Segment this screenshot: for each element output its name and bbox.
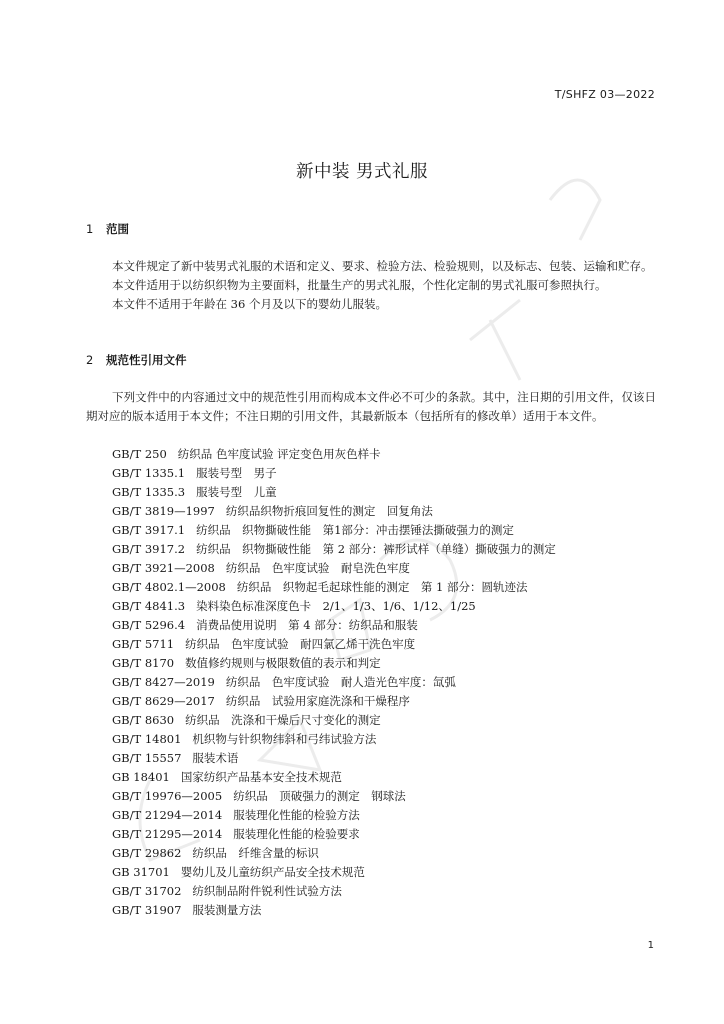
reference-title: 国家纺织产品基本安全技术规范 <box>180 770 342 784</box>
reference-code: GB/T 8629—2017 <box>112 694 215 708</box>
reference-title: 纺织品 洗涤和干燥后尺寸变化的测定 <box>185 713 381 727</box>
reference-code: GB/T 5711 <box>112 637 175 651</box>
reference-title: 服装术语 <box>192 751 239 765</box>
list-item <box>112 559 556 578</box>
reference-title: 纺织品 色牢度试验 耐四氯乙烯干洗色牢度 <box>185 637 416 651</box>
reference-title: 消费品使用说明 第 4 部分：纺织品和服装 <box>196 618 418 632</box>
reference-code: GB/T 19976—2005 <box>112 789 223 803</box>
scope-paragraph: 本文件不适用于年龄在 36 个月及以下的婴幼儿服装。 <box>112 297 387 311</box>
list-item <box>112 787 556 806</box>
document-code: T/SHFZ 03—2022 <box>554 88 655 101</box>
reference-code: GB/T 3917.1 <box>112 523 186 537</box>
list-item <box>112 768 556 787</box>
reference-title: 服装测量方法 <box>192 903 262 917</box>
reference-code: GB 31701 <box>112 865 170 879</box>
reference-code: GB 18401 <box>112 770 170 784</box>
reference-code: GB/T 14801 <box>112 732 182 746</box>
reference-code: GB/T 3819—1997 <box>112 504 215 518</box>
section-heading-text: 规范性引用文件 <box>106 353 187 367</box>
section-number: 1 <box>86 222 94 236</box>
reference-title: 纺织品 色牢度试验 耐皂洗色牢度 <box>225 561 410 575</box>
list-item <box>112 654 556 673</box>
list-item <box>112 806 556 825</box>
reference-code: GB/T 21294—2014 <box>112 808 223 822</box>
scope-paragraphs <box>86 257 656 314</box>
list-item <box>112 825 556 844</box>
list-item <box>112 882 556 901</box>
reference-title: 纺织品 纤维含量的标识 <box>192 846 319 860</box>
list-item <box>112 749 556 768</box>
reference-code: GB/T 29862 <box>112 846 182 860</box>
reference-title: 染料染色标准深度色卡 2/1、1/3、1/6、1/12、1/25 <box>196 599 476 613</box>
reference-code: GB/T 3921—2008 <box>112 561 215 575</box>
references-intro-paragraph: 下列文件中的内容通过文中的规范性引用而构成本文件必不可少的条款。其中，注日期的引用文件，仅该日期对应的版本适用于本文件；不注日期的引用文件，其最新版本（包括所有的修改单）适用于本文件。 <box>86 390 656 423</box>
reference-title: 纺织品 色牢度试验 评定变色用灰色样卡 <box>177 447 381 461</box>
reference-title: 纺织品 织物起毛起球性能的测定 第 1 部分：圆轨迹法 <box>236 580 528 594</box>
reference-title: 婴幼儿及儿童纺织产品安全技术规范 <box>180 865 365 879</box>
reference-code: GB/T 8630 <box>112 713 175 727</box>
list-item <box>112 711 556 730</box>
reference-title: 服装理化性能的检验要求 <box>233 827 360 841</box>
reference-title: 纺织制品附件锐利性试验方法 <box>192 884 342 898</box>
reference-code: GB/T 1335.3 <box>112 485 186 499</box>
section-heading-scope <box>86 221 129 237</box>
reference-code: GB/T 4802.1—2008 <box>112 580 226 594</box>
list-item <box>112 445 556 464</box>
list-item <box>112 692 556 711</box>
list-item <box>112 521 556 540</box>
list-item <box>112 901 556 920</box>
reference-code: GB/T 5296.4 <box>112 618 186 632</box>
reference-code: GB/T 1335.1 <box>112 466 186 480</box>
reference-title: 服装号型 男子 <box>196 466 277 480</box>
list-item <box>112 502 556 521</box>
reference-code: GB/T 4841.3 <box>112 599 186 613</box>
reference-code: GB/T 15557 <box>112 751 182 765</box>
reference-title: 机织物与针织物纬斜和弓纬试验方法 <box>192 732 377 746</box>
scope-paragraph: 本文件规定了新中装男式礼服的术语和定义、要求、检验方法、检验规则，以及标志、包装、运输和贮存。 <box>112 259 653 273</box>
reference-title: 服装理化性能的检验方法 <box>233 808 360 822</box>
page-number: 1 <box>647 940 654 951</box>
reference-title: 纺织品 顶破强力的测定 钢球法 <box>233 789 406 803</box>
reference-code: GB/T 8427—2019 <box>112 675 215 689</box>
watermark-stroke <box>550 180 600 240</box>
reference-title: 纺织品 色牢度试验 耐人造光色牢度：氙弧 <box>225 675 456 689</box>
list-item <box>112 464 556 483</box>
section-number: 2 <box>86 353 94 367</box>
reference-title: 数值修约规则与极限数值的表示和判定 <box>185 656 381 670</box>
section-heading-normative-references <box>86 352 187 368</box>
list-item <box>112 483 556 502</box>
reference-title: 纺织品 试验用家庭洗涤和干燥程序 <box>225 694 410 708</box>
list-item <box>112 730 556 749</box>
list-item <box>112 673 556 692</box>
list-item <box>112 844 556 863</box>
reference-code: GB/T 8170 <box>112 656 175 670</box>
reference-title: 纺织品织物折痕回复性的测定 回复角法 <box>225 504 433 518</box>
reference-title: 服装号型 儿童 <box>196 485 277 499</box>
list-item <box>112 616 556 635</box>
list-item <box>112 540 556 559</box>
list-item <box>112 597 556 616</box>
reference-title: 纺织品 织物撕破性能 第1部分：冲击摆锤法撕破强力的测定 <box>196 523 514 537</box>
list-item <box>112 578 556 597</box>
page-title: 新中装 男式礼服 <box>295 162 429 182</box>
references-intro <box>86 388 656 426</box>
reference-list <box>112 445 556 920</box>
reference-code: GB/T 3917.2 <box>112 542 186 556</box>
section-heading-text: 范围 <box>106 222 129 236</box>
reference-code: GB/T 31702 <box>112 884 182 898</box>
reference-code: GB/T 250 <box>112 447 167 461</box>
list-item <box>112 863 556 882</box>
reference-code: GB/T 21295—2014 <box>112 827 223 841</box>
list-item <box>112 635 556 654</box>
reference-title: 纺织品 织物撕破性能 第 2 部分：裤形试样（单缝）撕破强力的测定 <box>196 542 556 556</box>
reference-code: GB/T 31907 <box>112 903 182 917</box>
scope-paragraph: 本文件适用于以纺织织物为主要面料，批量生产的男式礼服，个性化定制的男式礼服可参照执行。 <box>112 278 607 292</box>
